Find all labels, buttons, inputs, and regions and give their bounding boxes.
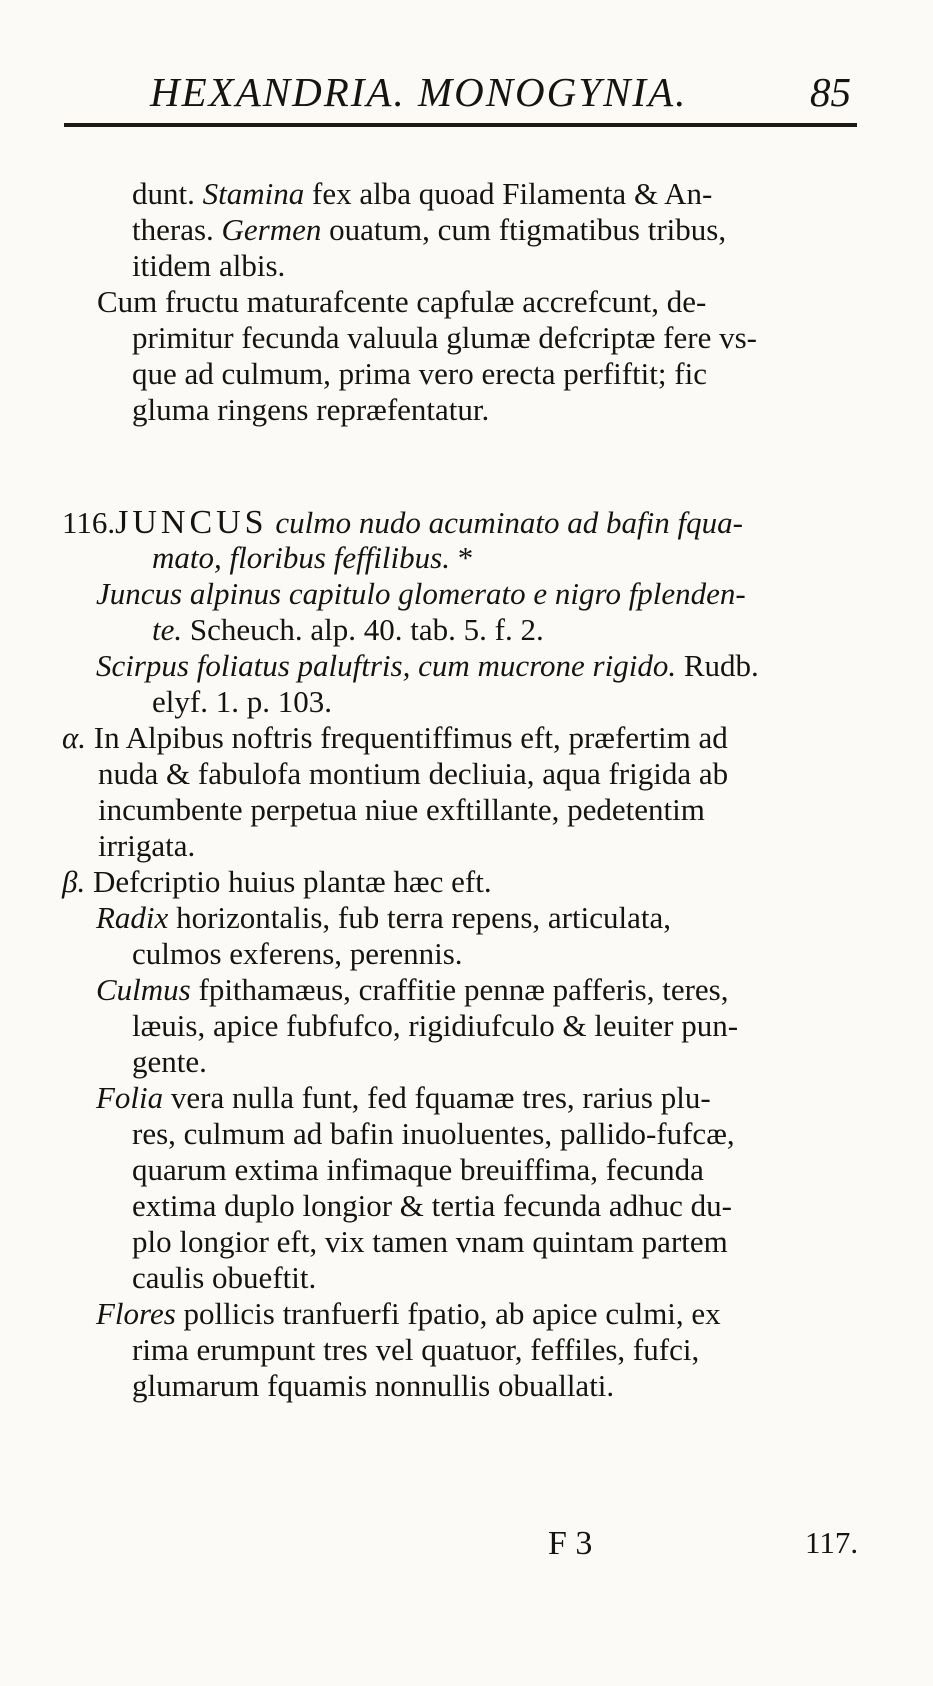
diagnosis: culmo nudo acuminato ad bafin fqua- bbox=[275, 505, 743, 540]
text-line: caulis obueftit. bbox=[132, 1260, 317, 1295]
synonym-line: Scirpus foliatus paluftris, cum mucrone rigido. Rudb. bbox=[96, 648, 759, 683]
text-line: quarum extima infimaque breuiffima, fecunda bbox=[132, 1152, 704, 1187]
entry-heading bbox=[62, 505, 743, 541]
text-line: extima duplo longior & tertia fecunda adhuc du- bbox=[132, 1188, 733, 1223]
text-line: læuis, apice fubfufco, rigidiufculo & leuiter pun- bbox=[132, 1008, 739, 1043]
text-line: Folia vera nulla funt, fed fquamæ tres, rarius plu- bbox=[96, 1080, 711, 1115]
beta-marker: β. bbox=[62, 864, 86, 899]
catchword: 117. bbox=[805, 1525, 859, 1560]
synonym-line: elyf. 1. p. 103. bbox=[152, 684, 332, 719]
text-line: irrigata. bbox=[98, 828, 196, 863]
text-line: nuda & fabulofa montium decliuia, aqua frigida ab bbox=[98, 756, 729, 791]
text-line: Cum fructu maturafcente capfulæ accrefcunt, de- bbox=[97, 284, 707, 319]
text-line: res, culmum ad bafin inuoluentes, pallido-fufcæ, bbox=[132, 1116, 735, 1151]
text-line: plo longior eft, vix tamen vnam quintam partem bbox=[132, 1224, 728, 1259]
text-line: Flores pollicis tranfuerfi fpatio, ab apice culmi, ex bbox=[96, 1296, 721, 1331]
text-line: rima erumpunt tres vel quatuor, feffiles, fufci, bbox=[132, 1332, 700, 1367]
text-line: Culmus fpithamæus, craffitie pennæ pafferis, teres, bbox=[96, 972, 729, 1007]
header-rule bbox=[64, 123, 857, 127]
text-line: mato, floribus feffilibus. * bbox=[152, 540, 474, 575]
alpha-marker: α. bbox=[62, 720, 87, 755]
text-line: glumarum fquamis nonnullis obuallati. bbox=[132, 1368, 615, 1403]
text-line: theras. Germen ouatum, cum ftigmatibus tribus, bbox=[132, 212, 727, 247]
text-line: dunt. Stamina fex alba quoad Filamenta & An- bbox=[132, 176, 713, 211]
text-line: incumbente perpetua niue exftillante, pedetentim bbox=[98, 792, 705, 827]
running-title: HEXANDRIA. MONOGYNIA. bbox=[150, 69, 688, 115]
page-number: 85 bbox=[810, 69, 851, 115]
text-line: itidem albis. bbox=[132, 248, 286, 283]
text-line: primitur fecunda valuula glumæ defcriptæ fere vs- bbox=[132, 320, 757, 355]
text-line: gente. bbox=[132, 1044, 207, 1079]
text-line: β. Defcriptio huius plantæ hæc eft. bbox=[62, 864, 492, 899]
text-line: culmos exferens, perennis. bbox=[132, 936, 463, 971]
text-line: gluma ringens repræfentatur. bbox=[132, 392, 490, 427]
text-line: Radix horizontalis, fub terra repens, articulata, bbox=[96, 900, 671, 935]
entry-number: 116. bbox=[62, 505, 116, 540]
text-line: que ad culmum, prima vero erecta perfiftit; fic bbox=[132, 356, 707, 391]
running-header bbox=[0, 60, 933, 115]
signature-mark: F 3 bbox=[548, 1525, 593, 1562]
synonym-line: te. Scheuch. alp. 40. tab. 5. f. 2. bbox=[152, 612, 544, 647]
synonym-line: Juncus alpinus capitulo glomerato e nigro fplenden- bbox=[96, 576, 746, 611]
text-line: α. In Alpibus noftris frequentiffimus eft, præfertim ad bbox=[62, 720, 728, 755]
genus-name: JUNCUS bbox=[115, 504, 268, 541]
